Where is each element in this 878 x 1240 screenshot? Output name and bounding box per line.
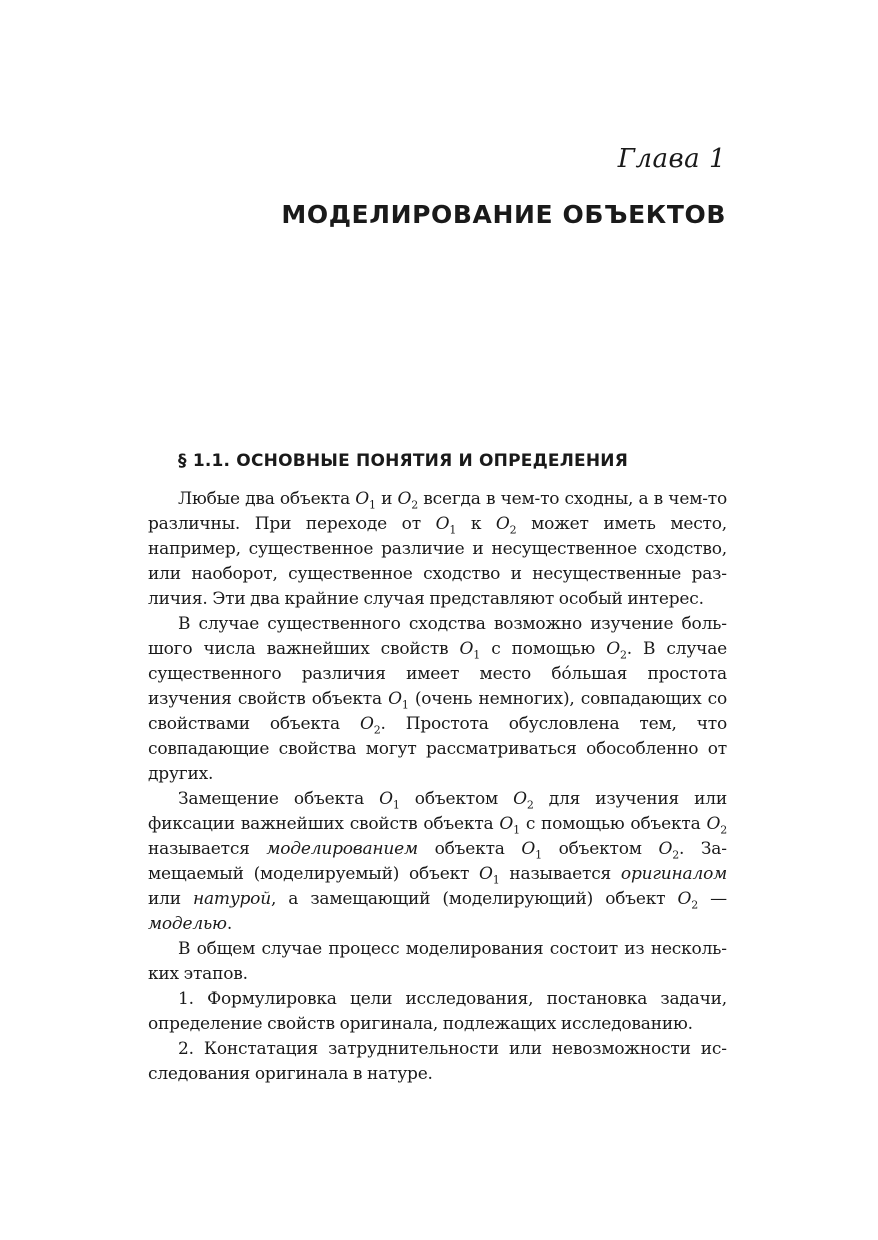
section-title: § 1.1. ОСНОВНЫЕ ПОНЯТИЯ И ОПРЕДЕЛЕНИЯ bbox=[178, 451, 629, 471]
chapter-title: МОДЕЛИРОВАНИЕ ОБЪЕКТОВ bbox=[281, 200, 726, 229]
paragraph-3: Замещение объекта $O_1$ объектом $O_2$ для изучения или фиксации важнейших свойств объекта $O_1$ с помощью объекта $O_2$ называется моделированием объекта $O_1$ объектом $O_2$. Замещаемый (моделируемый) объект $O_1$ называется оригиналом или натурой, а замещающий (моделирующий) объект $O_2$ — моделью. bbox=[148, 789, 727, 934]
paragraph-4: В общем случае процесс моделирования состоит из нескольких этапов. bbox=[148, 939, 727, 984]
chapter-label: Глава 1 bbox=[617, 144, 726, 174]
body-text bbox=[148, 487, 727, 1087]
paragraph-5: 1. Формулировка цели исследования, постановка задачи, определение свойств оригинала, подлежащих исследованию. bbox=[148, 989, 727, 1034]
paragraph-6: 2. Констатация затруднительности или невозможности исследования оригинала в натуре. bbox=[148, 1039, 727, 1084]
paragraph-2: В случае существенного сходства возможно изучение большого числа важнейших свойств $O_1$ с помощью $O_2$. В случае существенного различия имеет место бо́льшая простота изучения свойств объекта $O_1$ (очень немногих), совпадающих со свойствами объекта $O_2$. Простота обусловлена тем, что совпадающие свойства могут рассматриваться обособленно от других. bbox=[148, 614, 727, 784]
paragraph-1: Любые два объекта $O_1$ и $O_2$ всегда в чем-то сходны, а в чем-то различны. При переходе от $O_1$ к $O_2$ может иметь место, например, существенное различие и несущественное сходство, или наоборот, существенное сходство и несущественные различия. Эти два крайние случая представляют особый интерес. bbox=[148, 489, 727, 609]
